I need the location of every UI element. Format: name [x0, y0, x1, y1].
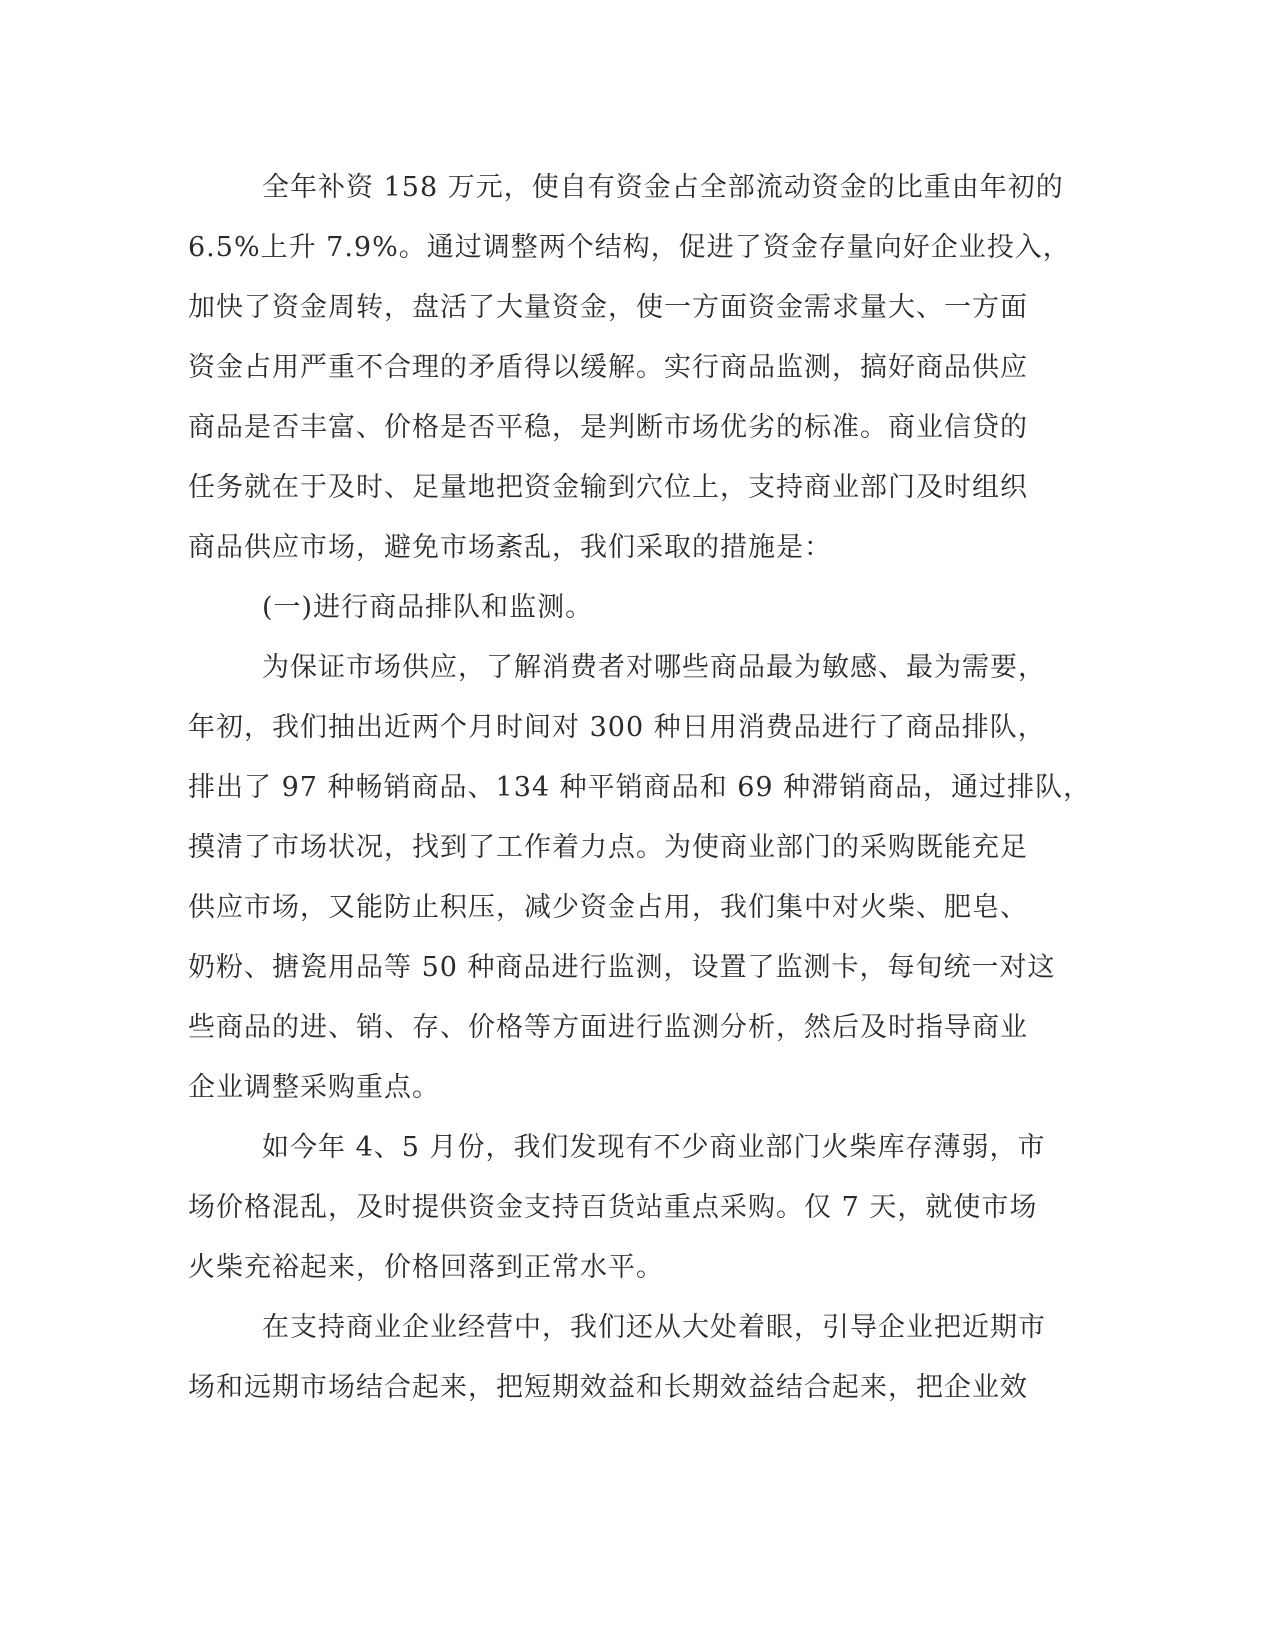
section-heading: (一)进行商品排队和监测。 — [262, 592, 594, 623]
text-line: 火柴充裕起来，价格回落到正常水平。 — [188, 1252, 664, 1283]
body-text — [188, 158, 1092, 1418]
text-line: 摸清了市场状况，找到了工作着力点。为使商业部门的采购既能充足 — [188, 832, 1028, 863]
text-line: 排出了 97 种畅销商品、134 种平销商品和 69 种滞销商品，通过排队， — [188, 772, 1092, 803]
text-line: 任务就在于及时、足量地把资金输到穴位上，支持商业部门及时组织 — [188, 472, 1028, 503]
text-line: 为保证市场供应，了解消费者对哪些商品最为敏感、最为需要， — [262, 652, 1046, 683]
text-line: 场价格混乱，及时提供资金支持百货站重点采购。仅 7 天，就使市场 — [188, 1192, 1038, 1223]
text-line: 企业调整采购重点。 — [188, 1072, 440, 1103]
text-line: 场和远期市场结合起来，把短期效益和长期效益结合起来，把企业效 — [188, 1372, 1028, 1403]
text-line: 些商品的进、销、存、价格等方面进行监测分析，然后及时指导商业 — [188, 1012, 1028, 1043]
text-line: 加快了资金周转，盘活了大量资金，使一方面资金需求量大、一方面 — [188, 292, 1028, 323]
text-line: 如今年 4、5 月份，我们发现有不少商业部门火柴库存薄弱，市 — [262, 1132, 1046, 1163]
text-line: 资金占用严重不合理的矛盾得以缓解。实行商品监测，搞好商品供应 — [188, 352, 1028, 383]
text-line: 在支持商业企业经营中，我们还从大处着眼，引导企业把近期市 — [262, 1312, 1046, 1343]
text-line: 全年补资 158 万元，使自有资金占全部流动资金的比重由年初的 — [262, 172, 1064, 203]
text-line: 奶粉、搪瓷用品等 50 种商品进行监测，设置了监测卡，每旬统一对这 — [188, 952, 1056, 983]
text-line: 供应市场，又能防止积压，减少资金占用，我们集中对火柴、肥皂、 — [188, 892, 1028, 923]
text-line: 年初，我们抽出近两个月时间对 300 种日用消费品进行了商品排队， — [188, 712, 1046, 743]
text-line: 商品供应市场，避免市场紊乱，我们采取的措施是： — [188, 532, 832, 563]
text-line: 6.5%上升 7.9%。通过调整两个结构，促进了资金存量向好企业投入， — [188, 232, 1071, 263]
text-line: 商品是否丰富、价格是否平稳，是判断市场优劣的标准。商业信贷的 — [188, 412, 1028, 443]
